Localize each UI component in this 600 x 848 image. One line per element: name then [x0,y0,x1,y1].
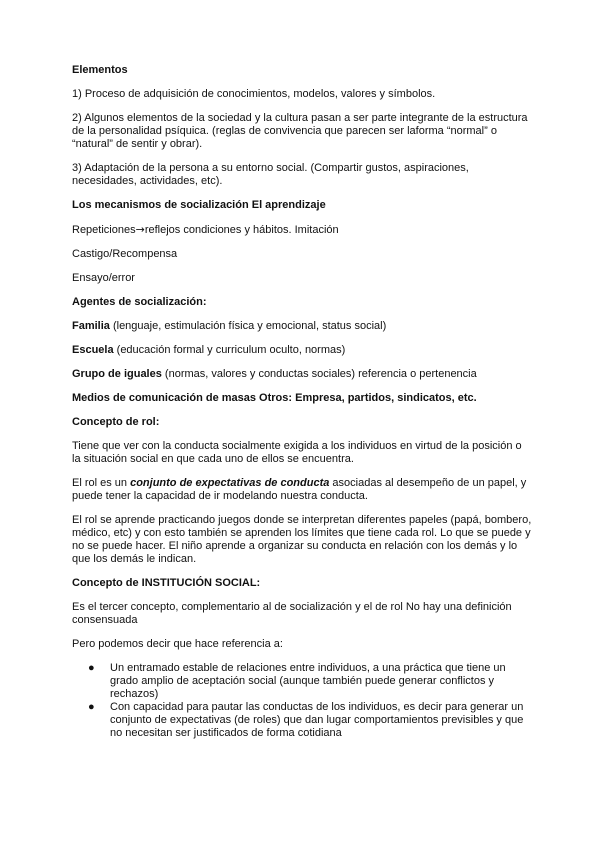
agent-grupo-text: (normas, valores y conductas sociales) referencia o pertenencia [161,368,477,380]
agent-familia-label: Familia [72,320,110,332]
mechanism-ensayo: Ensayo/error [72,272,135,284]
rol-heading: Concepto de rol: [72,416,160,428]
rol-paragraph-2 [72,477,532,503]
mechanisms-heading: Los mecanismos de socialización El aprendizaje [72,199,326,211]
element-2: 2) Algunos elementos de la sociedad y la cultura pasan a ser parte integrante de la estructura de la personalidad psíquica. (reglas de convivencia que parecen ser laforma “normal” o “natural” de sentir y obrar). [72,112,528,150]
section-title-elementos: Elementos [72,64,128,76]
mechanism-repeticiones [72,223,532,237]
agent-escuela [72,344,532,357]
media-heading: Medios de comunicación de masas Otros: Empresa, partidos, sindicatos, etc. [72,392,477,404]
institucion-paragraph-2: Pero podemos decir que hace referencia a: [72,638,283,650]
bullet-icon: ● [88,662,95,674]
agent-grupo [72,368,532,381]
mechanism-rep-a: Repeticiones [72,224,136,236]
rol-p2-end: asociadas al desempeño de un papel, y puede tener la capacidad de ir modelando nuestra conducta. [72,477,527,502]
agent-escuela-label: Escuela [72,344,114,356]
institucion-heading: Concepto de INSTITUCIÓN SOCIAL: [72,577,261,589]
element-3: 3) Adaptación de la persona a su entorno social. (Compartir gustos, aspiraciones, necesidades, actividades, etc). [72,162,469,187]
list-item [72,701,532,740]
document-body [72,64,532,740]
rol-paragraph-1: Tiene que ver con la conducta socialmente exigida a los individuos en virtud de la posición o la situación social en que cada uno de ellos se encuentra. [72,440,522,465]
list-item-text: Un entramado estable de relaciones entre individuos, a una práctica que tiene un grado amplio de aceptación social (aunque también puede generar conflictos y rechazos) [110,662,506,700]
rol-p2-start: El rol es un [72,477,131,489]
rol-p2-emphasis: conjunto de expectativas de conducta [130,477,330,489]
institucion-paragraph-1: Es el tercer concepto, complementario al de socialización y el de rol No hay una definición consensuada [72,601,512,626]
element-1: 1) Proceso de adquisición de conocimientos, modelos, valores y símbolos. [72,88,436,100]
list-item-text: Con capacidad para pautar las conductas de los individuos, es decir para generar un conjunto de expectativas (de roles) que dan lugar comportamientos previsibles y que no necesitan ser justificados de forma cotidiana [110,701,524,739]
bullet-icon: ● [88,701,95,713]
institucion-bullet-list [72,662,532,740]
agent-familia [72,320,532,333]
right-arrow-icon: → [135,223,145,236]
agent-escuela-text: (educación formal y curriculum oculto, normas) [113,344,346,356]
mechanism-castigo: Castigo/Recompensa [72,248,178,260]
rol-paragraph-3: El rol se aprende practicando juegos donde se interpretan diferentes papeles (papá, bombero, médico, etc) y con esto también se aprenden los límites que tiene cada rol. Lo que se puede y no se puede hacer. El niño aprende a organizar su conducta en relación con los demás y lo que los demás le indican. [72,514,532,565]
agents-heading: Agentes de socialización: [72,296,207,308]
list-item [72,662,532,701]
agent-familia-text: (lenguaje, estimulación física y emocional, status social) [109,320,387,332]
mechanism-rep-b: reflejos condiciones y hábitos. Imitación [144,224,339,236]
agent-grupo-label: Grupo de iguales [72,368,162,380]
